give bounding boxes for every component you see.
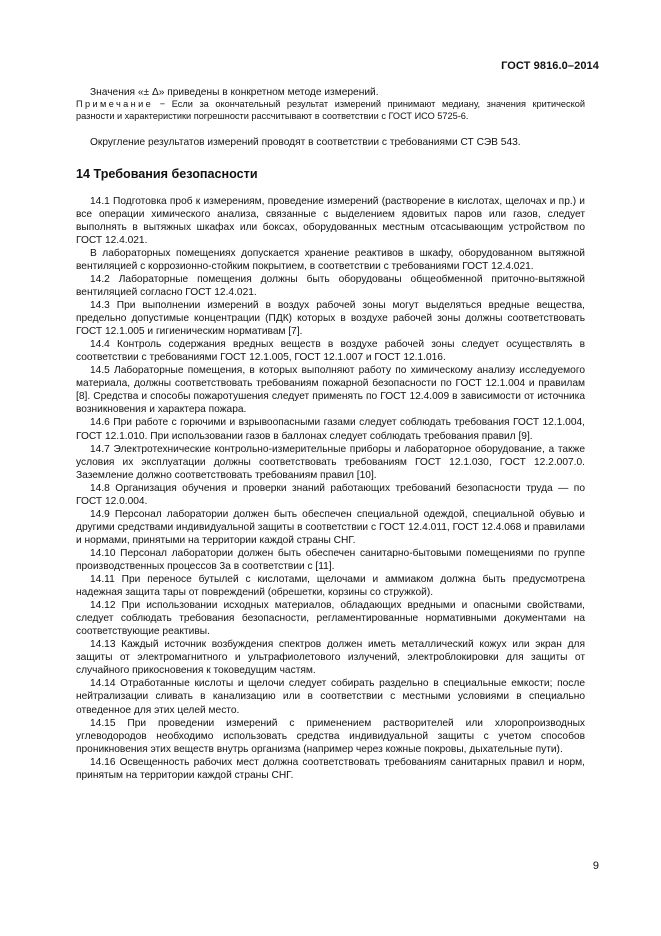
section-paragraph: 14.16 Освещенность рабочих мест должна соответствовать требованиям санитарных правил и норм, принятым на территории каждой страны СНГ.: [76, 756, 585, 781]
section-paragraph: 14.11 При переносе бутылей с кислотами, щелочами и аммиаком должна быть предусмотрена надежная защита тары от повреждений (обрешетки, корзины со стружкой).: [76, 574, 585, 599]
section-paragraph: 14.9 Персонал лаборатории должен быть обеспечен специальной одеждой, специальной обувью и другими средствами индивидуальной защиты в соответствии с ГОСТ 12.4.011, ГОСТ 12.4.068 и правилами и нормами, принятыми на территории каждой страны СНГ.: [76, 508, 585, 546]
section-title: 14 Требования безопасности: [76, 166, 258, 181]
page-content: [76, 86, 585, 782]
section-paragraph: 14.15 При проведении измерений с применением растворителей или хлоропроизводных углеводородов необходимо использовать средства индивидуальной защиты с учетом способов проникновения этих веществ внутрь организма (например через кожные покровы, дыхательные пути).: [76, 717, 585, 755]
section-paragraph: 14.13 Каждый источник возбуждения спектров должен иметь металлический кожух или экран для защиты от электромагнитного и ультрафиолетового излучений, электроблокировки для защиты от случайного прикосновения к токоведущим частям.: [76, 639, 585, 677]
section-paragraph: 14.12 При использовании исходных материалов, обладающих вредными и опасными свойствами, следует соблюдать требования безопасности, регламентированные нормативными документами на соответствующие реактивы.: [76, 600, 585, 638]
section-paragraph: 14.7 Электротехнические контрольно-измерительные приборы и лабораторное оборудование, а также условия их эксплуатации должны соответствовать требованиям ГОСТ 12.1.030, ГОСТ 12.2.007.0. Заземление должно соответствовать требованиям правил [10].: [76, 443, 585, 481]
note-text: − Если за окончательный результат измерений принимают медиану, значения критической разности и характеристики погрешности рассчитывают в соответствии с ГОСТ ИСО 5725-6.: [76, 99, 585, 121]
section-paragraph: 14.10 Персонал лаборатории должен быть обеспечен санитарно-бытовыми помещениями по группе производственных процессов 3а в соответствии с [11].: [76, 547, 585, 572]
section-paragraph: 14.2 Лабораторные помещения должны быть оборудованы общеобменной приточно-вытяжной вентиляцией согласно ГОСТ 12.4.021.: [76, 273, 585, 299]
standard-code-header: ГОСТ 9816.0–2014: [501, 60, 599, 72]
section-paragraph: 14.1 Подготовка проб к измерениям, проведение измерений (растворение в кислотах, щелочах и пр.) и все операции химического анализа, связанные с выделением ядовитых паров или газов, следует выполнять в вытяжных шкафах или боксах, оборудованных местным отсасывающим устройством по ГОСТ 12.4.021.: [76, 195, 585, 246]
section-paragraph: В лабораторных помещениях допускается хранение реактивов в шкафу, оборудованном вытяжной вентиляцией с коррозионно-стойким покрытием, в соответствии с требованиями ГОСТ 12.4.021.: [76, 247, 585, 272]
rounding-paragraph: Округление результатов измерений проводят в соответствии с требованиями СТ СЭВ 543.: [90, 136, 521, 148]
values-note-line: Значения «± Δ» приведены в конкретном методе измерений.: [90, 87, 379, 98]
note-label: Примечание: [76, 99, 154, 110]
section-paragraph: 14.8 Организация обучения и проверки знаний работающих требований безопасности труда — по ГОСТ 12.0.004.: [76, 482, 585, 507]
section-paragraph: 14.14 Отработанные кислоты и щелочи следует собирать раздельно в специальные емкости; после нейтрализации сливать в канализацию или в соответствии с местными условиями в специально отведенное для этих целей место.: [76, 678, 585, 716]
section-paragraph: 14.6 При работе с горючими и взрывоопасными газами следует соблюдать требования ГОСТ 12.1.004, ГОСТ 12.1.010. При использовании газов в баллонах следует соблюдать требования правил [9].: [76, 417, 585, 442]
page-number: 9: [592, 860, 599, 872]
section-paragraph: 14.3 При выполнении измерений в воздух рабочей зоны могут выделяться вредные вещества, предельно допустимые концентрации (ПДК) которых в воздухе рабочей зоны должны соответствовать ГОСТ 12.1.005 и гигиеническим нормативам [7].: [76, 300, 585, 338]
section-paragraph: 14.4 Контроль содержания вредных веществ в воздухе рабочей зоны следует осуществлять в соответствии с требованиями ГОСТ 12.1.005, ГОСТ 12.1.007 и ГОСТ 12.1.016.: [76, 339, 585, 364]
note-paragraph: [76, 99, 585, 123]
section-paragraph: 14.5 Лабораторные помещения, в которых выполняют работу по химическому анализу исследуемого материала, должны соответствовать требованиям пожарной безопасности по ГОСТ 12.1.004 и правилам [8]. Средства и способы пожаротушения следует применять по ГОСТ 12.4.009 в зависимости от источника возникновения и характера пожара.: [76, 365, 585, 416]
section-body: [76, 195, 585, 782]
